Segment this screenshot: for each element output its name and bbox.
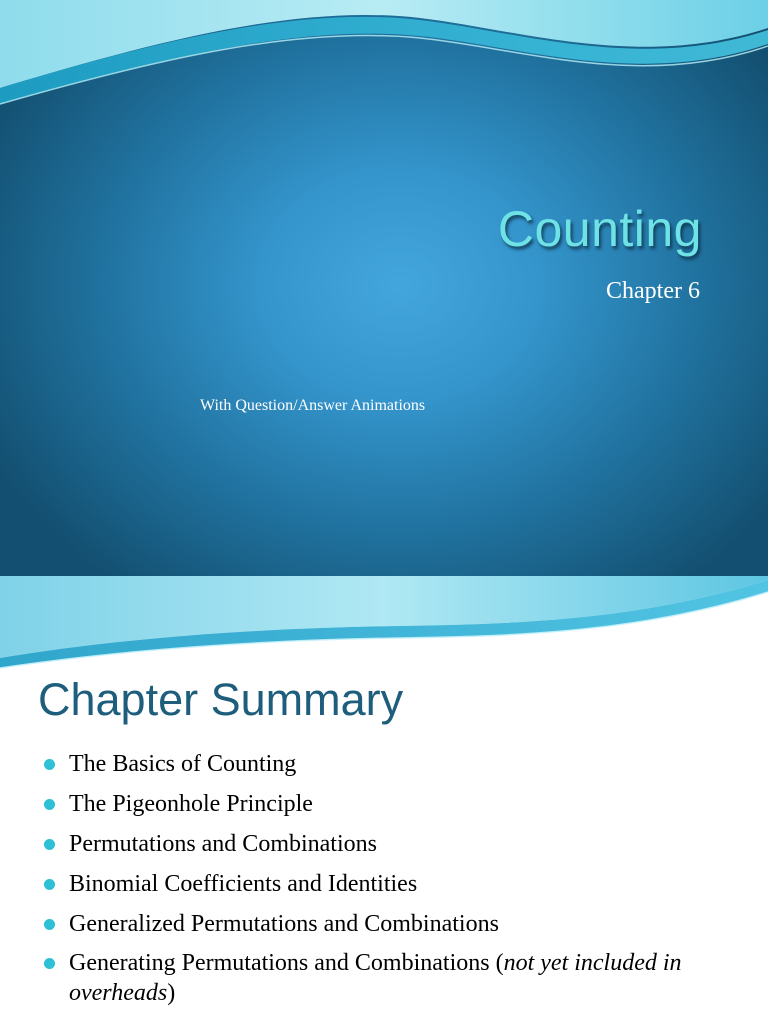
summary-slide xyxy=(0,576,768,1024)
list-item-text: Binomial Coefficients and Identities xyxy=(69,871,418,897)
list-item-text: Generalized Permutations and Combinations xyxy=(69,911,499,937)
list-item xyxy=(40,904,730,944)
decorative-wave-summary xyxy=(0,576,768,671)
list-item-text: The Basics of Counting xyxy=(69,751,297,777)
list-item xyxy=(40,864,730,904)
list-item xyxy=(40,824,730,864)
list-item-text: The Pigeonhole Principle xyxy=(69,791,313,817)
bullet-dot-icon xyxy=(44,839,55,850)
summary-bullet-list xyxy=(40,744,730,1008)
decorative-wave-top xyxy=(0,0,768,110)
list-item xyxy=(40,744,730,784)
slide-title: Counting xyxy=(497,201,702,257)
list-item-italic-note: not yet included in overheads xyxy=(69,950,682,1006)
bullet-dot-icon xyxy=(44,759,55,770)
slide-subtitle: Chapter 6 xyxy=(606,278,700,304)
summary-title: Chapter Summary xyxy=(38,674,404,725)
slide-note: With Question/Answer Animations xyxy=(200,397,426,414)
bullet-dot-icon xyxy=(44,919,55,930)
list-item xyxy=(40,944,730,1008)
bullet-dot-icon xyxy=(44,879,55,890)
bullet-dot-icon xyxy=(44,799,55,810)
list-item-text: Permutations and Combinations xyxy=(69,831,377,857)
bullet-dot-icon xyxy=(44,958,55,969)
list-item-closing: ) xyxy=(167,980,176,1006)
list-item-text: Generating Permutations and Combinations ( xyxy=(69,950,504,976)
list-item xyxy=(40,784,730,824)
